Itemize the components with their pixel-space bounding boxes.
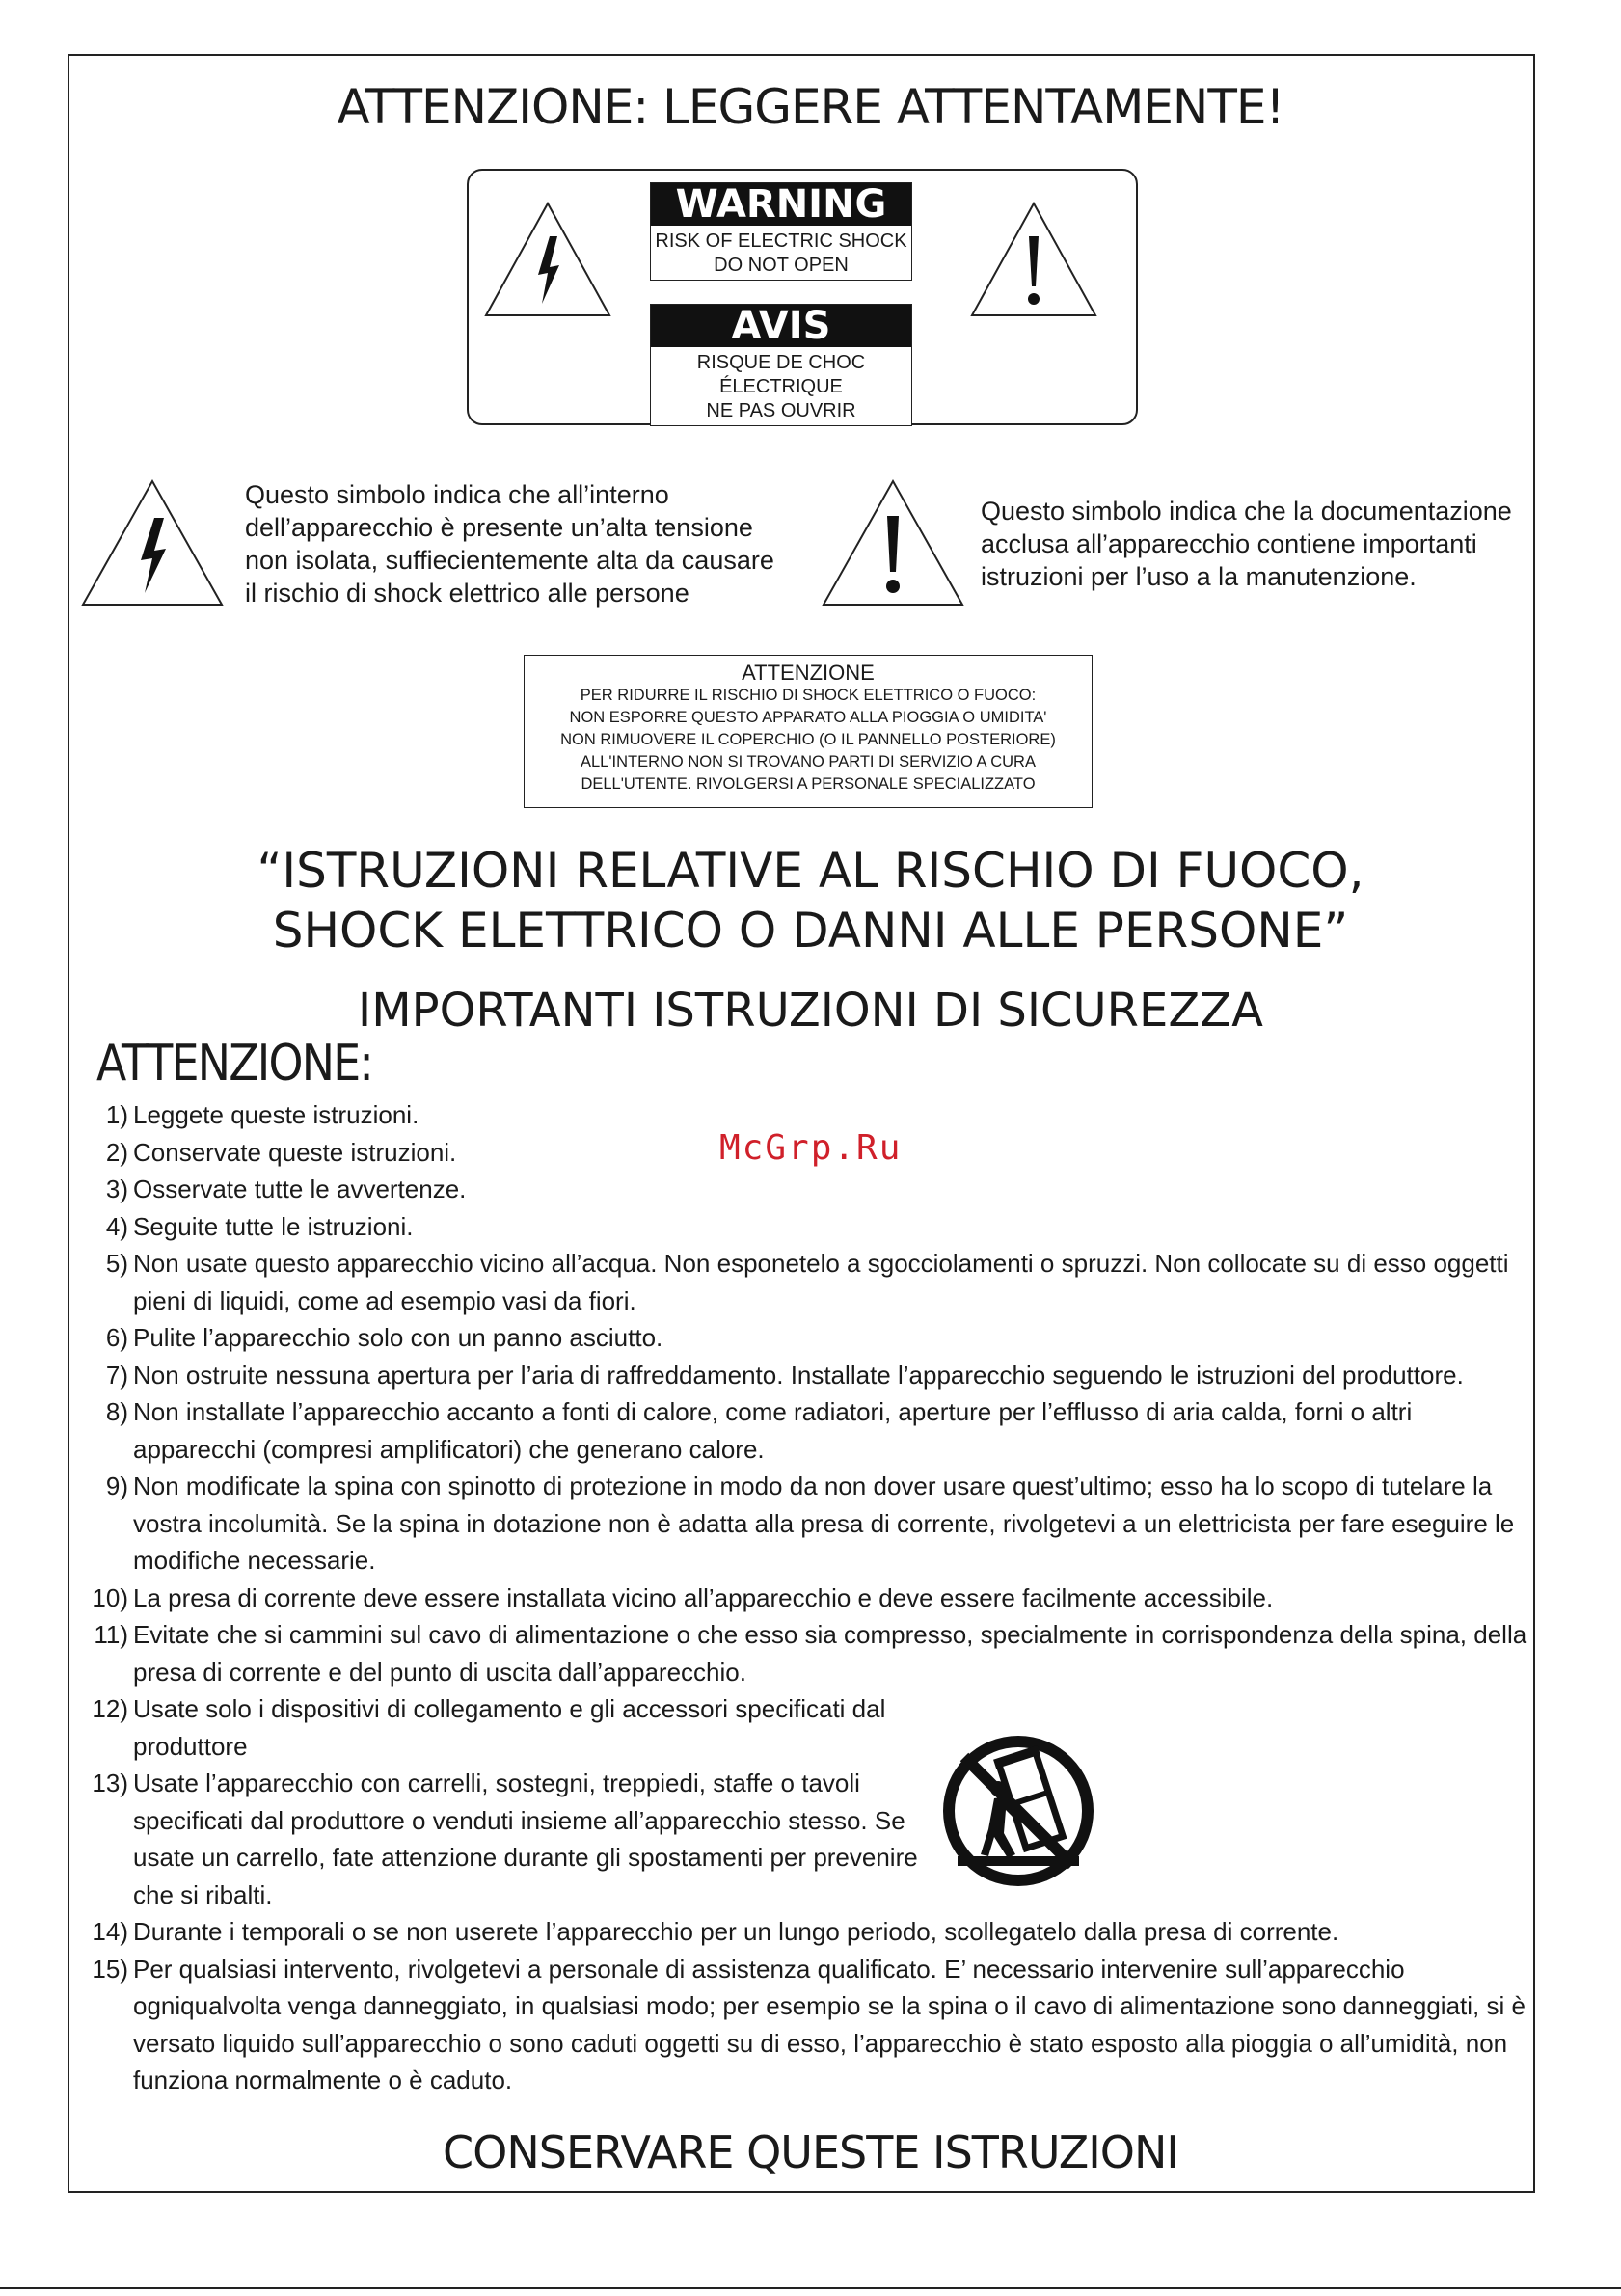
lightning-symbol-description: Questo simbolo indica che all’interno dell’apparecchio è presente un’alta tensione non isolata, suffiecientemente alta da causare il rischio di shock elettrico alle persone	[245, 480, 774, 608]
page-title: ATTENZIONE: LEGGERE ATTENTAMENTE!	[337, 79, 1284, 135]
list-item: 1) Leggete queste istruzioni.	[105, 1100, 419, 1129]
warning-label-en	[650, 182, 912, 281]
exclamation-symbol-icon	[820, 477, 966, 608]
fire-heading-line: “ISTRUZIONI RELATIVE AL RISCHIO DI FUOCO,	[257, 843, 1364, 899]
list-item: 6) Pulite l’apparecchio solo con un panno asciutto.	[105, 1323, 663, 1352]
notice-line: NON RIMUOVERE IL COPERCHIO (O IL PANNELLO POSTERIORE)	[560, 731, 1056, 748]
list-item: 15) Per qualsiasi intervento, rivolgetevi a personale di assistenza qualificato. E’ necessario intervenire sull’apparecchio ogniqualvolta venga danneggiato, in qualsiasi modo; per esempio se la spina o il cavo di alimentazione sono danneggiati, si è versato liquido sull’apparecchio o sono caduti oggetti su di esso, l’apparecchio è stato esposto alla pioggia o all’umidità, non funziona normalmente o è caduto.	[92, 1954, 1526, 2094]
warning-line: DO NOT OPEN	[714, 255, 849, 276]
avis-line: RISQUE DE CHOC ÉLECTRIQUE	[696, 352, 866, 397]
avis-heading: AVIS	[651, 305, 911, 347]
list-item: 9) Non modificate la spina con spinotto di protezione in modo da non dover usare quest’ultimo; esso ha lo scopo di tutelare la vostra incolumità. Se la spina in dotazione non è adatta alla presa di corrente, rivolgetevi a un elettricista per fare eseguire le modifiche necessarie.	[105, 1472, 1515, 1575]
exclamation-symbol-description: Questo simbolo indica che la documentazione acclusa all’apparecchio contiene importanti istruzioni per l’uso a la manutenzione.	[981, 497, 1512, 591]
list-item: 12) Usate solo i dispositivi di collegamento e gli accessori specificati dal produttore	[92, 1694, 886, 1761]
warning-label-fr	[650, 304, 912, 426]
fire-heading-line: SHOCK ELETTRICO O DANNI ALLE PERSONE”	[272, 903, 1349, 959]
caution-notice-box	[524, 655, 1093, 808]
exclamation-warning-icon	[968, 200, 1099, 321]
notice-title: ATTENZIONE	[742, 661, 875, 685]
avis-line: NE PAS OUVRIR	[706, 400, 856, 421]
list-item: 14) Durante i temporali o se non userete l’apparecchio per un lungo periodo, scollegatelo dalla presa di corrente.	[92, 1917, 1339, 1946]
lightning-warning-icon	[482, 200, 613, 321]
safety-instructions-heading: IMPORTANTI ISTRUZIONI DI SICUREZZA	[358, 984, 1263, 1038]
footer-note: CONSERVARE QUESTE ISTRUZIONI	[443, 2126, 1178, 2178]
list-item: 2) Conservate queste istruzioni.	[105, 1137, 457, 1167]
warning-heading: WARNING	[651, 183, 911, 226]
page-bottom-rule	[0, 2287, 1621, 2289]
cart-tipover-warning-icon	[940, 1733, 1096, 1889]
list-item: 11) Evitate che si cammini sul cavo di alimentazione o che esso sia compresso, specialmente in corrispondenza della spina, della presa di corrente e del punto di uscita dall’apparecchio.	[94, 1620, 1527, 1687]
watermark: McGrp.Ru	[719, 1128, 903, 1168]
notice-line: PER RIDURRE IL RISCHIO DI SHOCK ELETTRICO O FUOCO:	[580, 687, 1037, 704]
fire-risk-heading	[0, 841, 1621, 960]
list-item: 3) Osservate tutte le avvertenze.	[105, 1175, 467, 1203]
lightning-symbol-icon	[79, 477, 226, 608]
list-item: 13) Usate l’apparecchio con carrelli, sostegni, treppiedi, staffe o tavoli specificati dal produttore o venduti insieme all’apparecchio stesso. Se usate un carrello, fate attenzione durante gli spostamenti per prevenire che si ribalti.	[92, 1769, 918, 1909]
list-item: 8) Non installate l’apparecchio accanto a fonti di calore, come radiatori, aperture per l’efflusso di aria calda, forni o altri apparecchi (compresi amplificatori) che generano calore.	[105, 1397, 1413, 1464]
list-item: 7) Non ostruite nessuna apertura per l’aria di raffreddamento. Installate l’apparecchio seguendo le istruzioni del produttore.	[105, 1360, 1464, 1390]
list-item: 4) Seguite tutte le istruzioni.	[105, 1211, 414, 1241]
attention-label: ATTENZIONE:	[96, 1035, 373, 1093]
notice-line: DELL'UTENTE. RIVOLGERSI A PERSONALE SPECIALIZZATO	[581, 775, 1036, 793]
list-item: 10) La presa di corrente deve essere installata vicino all’apparecchio e deve essere facilmente accessibile.	[92, 1582, 1274, 1612]
warning-line: RISK OF ELECTRIC SHOCK	[655, 230, 907, 252]
list-item: 5) Non usate questo apparecchio vicino all’acqua. Non esponetelo a sgocciolamenti o spruzzi. Non collocate su di esso oggetti pieni di liquidi, come ad esempio vasi da fiori.	[105, 1249, 1509, 1315]
instructions-list	[82, 1096, 1528, 2099]
notice-line: NON ESPORRE QUESTO APPARATO ALLA PIOGGIA O UMIDITA'	[569, 709, 1047, 726]
notice-line: ALL'INTERNO NON SI TROVANO PARTI DI SERVIZIO A CURA	[581, 753, 1036, 770]
